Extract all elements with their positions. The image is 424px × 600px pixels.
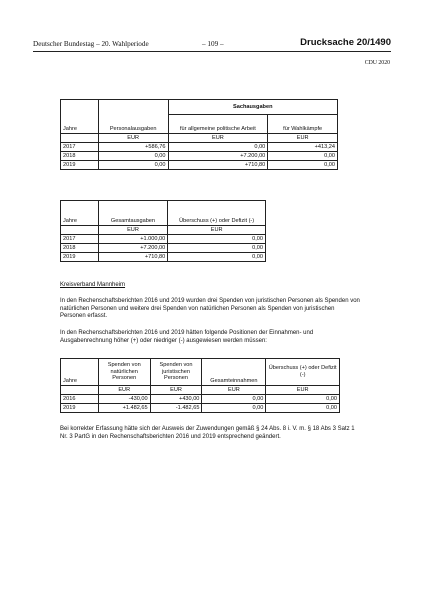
- year-cell: 2019: [61, 404, 99, 413]
- year-cell: 2018: [61, 152, 99, 161]
- year-cell: 2016: [61, 395, 99, 404]
- year-cell: 2017: [61, 235, 99, 244]
- table-row: [61, 152, 338, 161]
- value-cell: 0,00: [168, 235, 266, 244]
- section-title: Kreisverband Mannheim: [60, 282, 126, 288]
- year-cell: 2017: [61, 143, 99, 152]
- value-cell: 0,00: [266, 395, 340, 404]
- value-cell: +1.482,65: [98, 404, 150, 413]
- year-cell: 2019: [61, 253, 99, 262]
- value-cell: +7.200,00: [98, 244, 168, 253]
- value-cell: +413,24: [268, 143, 338, 152]
- table-row: [61, 395, 340, 404]
- value-cell: 0,00: [168, 244, 266, 253]
- col-header-ueberschuss: Überschuss (+) oder Defizit (-): [168, 201, 266, 226]
- value-cell: 0,00: [168, 143, 268, 152]
- value-cell: 0,00: [202, 395, 266, 404]
- unit-cell: EUR: [98, 134, 168, 143]
- unit-cell: EUR: [266, 386, 340, 395]
- unit-cell: EUR: [98, 386, 150, 395]
- header-rule: [33, 51, 391, 52]
- unit-cell: EUR: [150, 386, 202, 395]
- value-cell: 0,00: [268, 161, 338, 170]
- unit-cell: EUR: [268, 134, 338, 143]
- col-header-year: Jahre: [61, 201, 99, 226]
- value-cell: 0,00: [266, 404, 340, 413]
- value-cell: 0,00: [98, 161, 168, 170]
- table-row: [61, 244, 266, 253]
- col-header-gesamteinnahmen: Gesamteinnahmen: [202, 359, 266, 386]
- donations-table: [60, 358, 340, 413]
- col-header-year: Jahre: [61, 359, 99, 386]
- value-cell: +710,80: [168, 161, 268, 170]
- group-header-sachausgaben: Sachausgaben: [168, 100, 337, 115]
- party-label: CDU 2020: [364, 60, 390, 66]
- col-header-natural: Spenden von natürlichen Personen: [98, 359, 150, 386]
- header-title: Deutscher Bundestag – 20. Wahlperiode: [33, 40, 149, 48]
- col-header-politik: für allgemeine politische Arbeit: [168, 115, 268, 134]
- table-row: [61, 235, 266, 244]
- year-cell: 2018: [61, 244, 99, 253]
- paragraph: Bei korrekter Erfassung hätte sich der Ausweis der Zuwendungen gemäß § 24 Abs. 8 i. V. m. § 18 Abs 3 Satz 1 Nr. 3 PartG in den Rechenschaftsberichten 2016 und 2019 entsprechend geändert.: [60, 426, 355, 440]
- col-header-ueberschuss: Überschuss (+) oder Defizit (-): [266, 359, 340, 386]
- value-cell: +710,80: [98, 253, 168, 262]
- unit-cell: EUR: [202, 386, 266, 395]
- col-header-personal: Personalausgaben: [98, 100, 168, 134]
- value-cell: 0,00: [98, 152, 168, 161]
- value-cell: +1.000,00: [98, 235, 168, 244]
- col-header-wahl: für Wahlkämpfe: [268, 115, 338, 134]
- unit-cell: EUR: [98, 226, 168, 235]
- totals-table: [60, 200, 266, 262]
- value-cell: +586,76: [98, 143, 168, 152]
- value-cell: +7.200,00: [168, 152, 268, 161]
- table-row: [61, 161, 338, 170]
- unit-cell: [61, 386, 99, 395]
- value-cell: 0,00: [268, 152, 338, 161]
- value-cell: -430,00: [98, 395, 150, 404]
- value-cell: +430,00: [150, 395, 202, 404]
- value-cell: 0,00: [202, 404, 266, 413]
- table-row: [61, 404, 340, 413]
- unit-cell: [61, 134, 99, 143]
- unit-cell: EUR: [168, 226, 266, 235]
- paragraph: In den Rechenschaftsberichten 2016 und 2019 hätten folgende Positionen der Einnahmen- und Ausgabenrechnung höher (+) oder niedriger (-) ausgewiesen werden müssen:: [60, 330, 314, 344]
- col-header-gesamt: Gesamtausgaben: [98, 201, 168, 226]
- col-header-year: Jahre: [61, 100, 99, 134]
- value-cell: -1.482,65: [150, 404, 202, 413]
- unit-cell: EUR: [168, 134, 268, 143]
- col-header-juristic: Spenden von juristischen Personen: [150, 359, 202, 386]
- table-row: [61, 143, 338, 152]
- unit-cell: [61, 226, 99, 235]
- value-cell: 0,00: [168, 253, 266, 262]
- page-number: – 109 –: [202, 40, 224, 48]
- document-number: Drucksache 20/1490: [300, 37, 391, 48]
- year-cell: 2019: [61, 161, 99, 170]
- expenses-table: [60, 99, 338, 170]
- paragraph: In den Rechenschaftsberichten 2016 und 2019 wurden drei Spenden von juristischen Personen als Spenden von natürlichen Personen und weitere drei Spenden von natürlichen Personen als Spenden von juristischen Personen erfasst.: [60, 298, 360, 320]
- table-row: [61, 253, 266, 262]
